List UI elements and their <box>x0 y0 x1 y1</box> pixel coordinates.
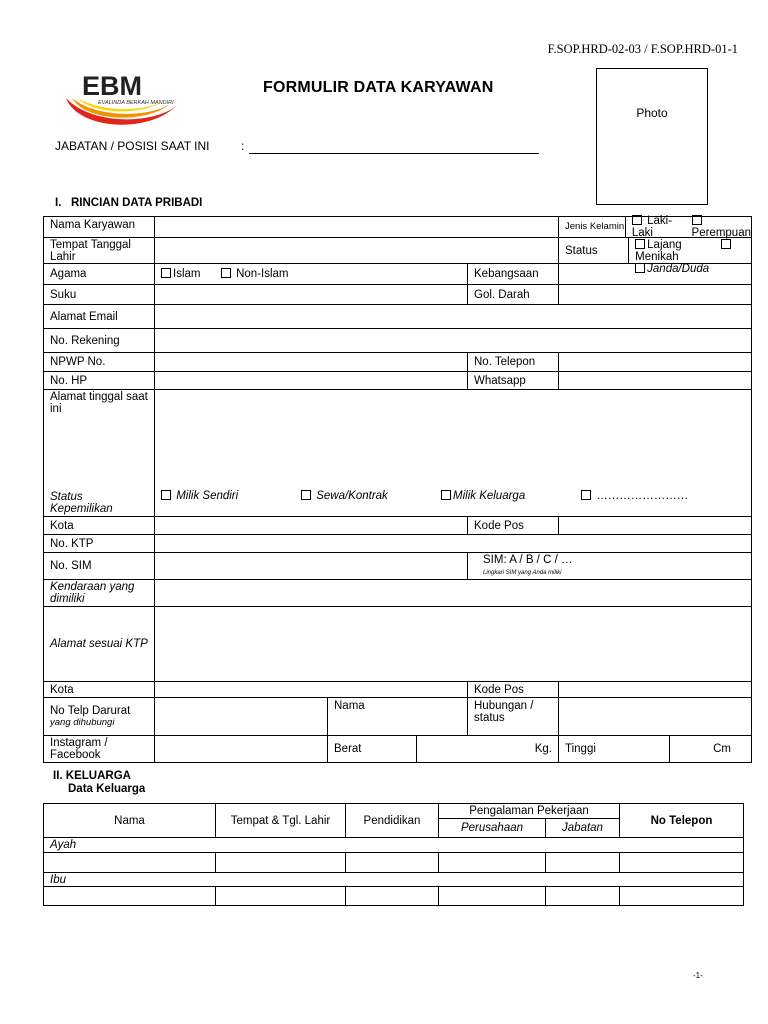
ibu-perusahaan[interactable] <box>439 887 546 906</box>
sewa-label: Sewa/Kontrak <box>316 490 388 502</box>
photo-box[interactable] <box>596 68 708 205</box>
janda-checkbox[interactable] <box>635 263 645 273</box>
laki-checkbox[interactable] <box>632 215 642 225</box>
berat-field[interactable] <box>417 736 559 763</box>
darurat-label: No Telp Darurat <box>50 704 131 717</box>
email-label: Alamat Email <box>44 305 155 329</box>
sim-field[interactable] <box>155 553 468 580</box>
status-label: Status <box>559 238 629 263</box>
section-2-subtitle: Data Keluarga <box>68 783 146 795</box>
ayah-jabatan[interactable] <box>546 853 620 873</box>
rekening-field[interactable] <box>155 329 752 353</box>
section-2-title: II. KELUARGA <box>53 770 131 782</box>
nama-darurat-label: Nama <box>334 700 365 712</box>
perempuan-checkbox[interactable] <box>692 215 702 225</box>
ibu-pendidikan[interactable] <box>346 887 439 906</box>
ttl-field[interactable] <box>155 238 559 264</box>
jenis-kelamin-group <box>559 217 752 238</box>
ayah-ttl[interactable] <box>216 853 346 873</box>
page-number: -1- <box>693 971 703 980</box>
personal-data-grid <box>43 216 752 763</box>
alamat-ktp-field[interactable] <box>155 607 752 682</box>
kota-label: Kota <box>44 517 155 535</box>
whatsapp-field[interactable] <box>559 372 752 390</box>
nama-field[interactable] <box>155 217 559 238</box>
jenis-kelamin-label: Jenis Kelamin <box>559 217 626 237</box>
sim-label: No. SIM <box>44 553 155 580</box>
berat-label: Berat <box>328 736 417 763</box>
ktp-label: No. KTP <box>44 535 155 553</box>
col-telepon: No Telepon <box>620 804 744 838</box>
status-group <box>559 238 752 275</box>
alamat-ktp-label: Alamat sesuai KTP <box>44 607 155 682</box>
kode-pos-label: Kode Pos <box>468 517 559 535</box>
sim-note: Lingkari SIM yang Anda miliki <box>483 570 562 576</box>
col-pengalaman: Pengalaman Pekerjaan <box>439 804 620 819</box>
ttl-label: Tempat Tanggal Lahir <box>44 238 155 264</box>
kota-field[interactable] <box>155 517 468 535</box>
islam-checkbox[interactable] <box>161 268 171 278</box>
lajang-label: Lajang <box>647 239 682 251</box>
kebangsaan-label: Kebangsaan <box>468 264 559 285</box>
ayah-nama[interactable] <box>44 853 216 873</box>
hp-label: No. HP <box>44 372 155 390</box>
ayah-label: Ayah <box>44 838 744 853</box>
kota2-label: Kota <box>44 682 155 698</box>
nama-darurat-field[interactable] <box>328 698 468 736</box>
npwp-field[interactable] <box>155 353 468 372</box>
logo-tagline: EVALINDA BERKAH MANDIRI <box>98 100 174 106</box>
darurat-sublabel: yang dihubungi <box>50 716 115 728</box>
hubungan-field[interactable] <box>559 698 752 736</box>
milik-sendiri-checkbox[interactable] <box>161 490 171 500</box>
jabatan-label: JABATAN / POSISI SAAT INI <box>55 139 210 153</box>
ibu-ttl[interactable] <box>216 887 346 906</box>
milik-keluarga-label: Milik Keluarga <box>453 490 526 502</box>
suku-field[interactable] <box>155 285 468 305</box>
laki-label: Laki-Laki <box>631 215 673 239</box>
non-islam-label: Non-Islam <box>236 268 289 280</box>
islam-label: Islam <box>173 268 201 280</box>
alamat-tinggal-label: Alamat tinggal saat ini <box>50 391 148 415</box>
kendaraan-field[interactable] <box>155 580 752 607</box>
menikah-checkbox[interactable] <box>721 239 731 249</box>
logo-text: EBM <box>82 71 142 101</box>
status-kepemilikan-label: Status Kepemilikan <box>50 491 113 515</box>
rekening-label: No. Rekening <box>44 329 155 353</box>
janda-label: Janda/Duda <box>647 263 710 275</box>
kode-pos2-field[interactable] <box>559 682 752 698</box>
gol-darah-field[interactable] <box>559 285 752 305</box>
ibu-nama[interactable] <box>44 887 216 906</box>
jabatan-input-line[interactable] <box>249 153 539 154</box>
lainnya-checkbox[interactable] <box>581 490 591 500</box>
ayah-telepon[interactable] <box>620 853 744 873</box>
document-reference: F.SOP.HRD-02-03 / F.SOP.HRD-01-1 <box>547 42 738 56</box>
perempuan-label: Perempuan <box>691 227 751 239</box>
tinggi-field[interactable] <box>670 736 752 763</box>
nama-label: Nama Karyawan <box>44 217 155 238</box>
milik-sendiri-label: Milik Sendiri <box>176 490 239 502</box>
photo-label: Photo <box>636 106 668 120</box>
col-jabatan: Jabatan <box>546 819 620 838</box>
ayah-pendidikan[interactable] <box>346 853 439 873</box>
kota2-field[interactable] <box>155 682 468 698</box>
lajang-checkbox[interactable] <box>635 239 645 249</box>
sewa-checkbox[interactable] <box>301 490 311 500</box>
ibu-telepon[interactable] <box>620 887 744 906</box>
ayah-row <box>44 853 744 873</box>
kendaraan-label: Kendaraan yang dimiliki <box>44 580 155 607</box>
ibu-jabatan[interactable] <box>546 887 620 906</box>
col-pendidikan: Pendidikan <box>346 804 439 838</box>
gol-darah-label: Gol. Darah <box>468 285 559 305</box>
col-ttl: Tempat & Tgl. Lahir <box>216 804 346 838</box>
ktp-field[interactable] <box>155 535 752 553</box>
jabatan-colon: : <box>241 139 245 153</box>
agama-label: Agama <box>44 264 155 285</box>
hp-field[interactable] <box>155 372 468 390</box>
milik-keluarga-checkbox[interactable] <box>441 490 451 500</box>
darurat-field[interactable] <box>155 698 328 736</box>
telepon-field[interactable] <box>559 353 752 372</box>
kode-pos2-label: Kode Pos <box>468 682 559 698</box>
alamat-tinggal-field[interactable] <box>155 390 752 517</box>
section-1-title: I. RINCIAN DATA PRIBADI <box>55 197 203 209</box>
company-logo <box>58 68 188 132</box>
menikah-label: Menikah <box>635 251 679 263</box>
ibu-label: Ibu <box>44 873 744 887</box>
hubungan-label: Hubungan / status <box>468 698 559 736</box>
kg-unit: Kg. <box>534 743 552 755</box>
form-title: FORMULIR DATA KARYAWAN <box>263 79 494 96</box>
npwp-label: NPWP No. <box>44 353 155 372</box>
lainnya-field[interactable]: …………………… <box>596 490 689 502</box>
instagram-field[interactable] <box>155 736 328 763</box>
instagram-label: Instagram / Facebook <box>44 736 155 763</box>
family-table <box>43 803 744 906</box>
suku-label: Suku <box>44 285 155 305</box>
sim-type-label: SIM: A / B / C / … <box>483 554 573 566</box>
telepon-label: No. Telepon <box>468 353 559 372</box>
non-islam-checkbox[interactable] <box>221 268 231 278</box>
ayah-perusahaan[interactable] <box>439 853 546 873</box>
whatsapp-label: Whatsapp <box>468 372 559 390</box>
cm-unit: Cm <box>713 743 731 755</box>
tinggi-label: Tinggi <box>559 736 670 763</box>
ibu-row <box>44 887 744 906</box>
col-nama: Nama <box>44 804 216 838</box>
email-field[interactable] <box>155 305 752 329</box>
kode-pos-field[interactable] <box>559 517 752 535</box>
col-perusahaan: Perusahaan <box>439 819 546 838</box>
